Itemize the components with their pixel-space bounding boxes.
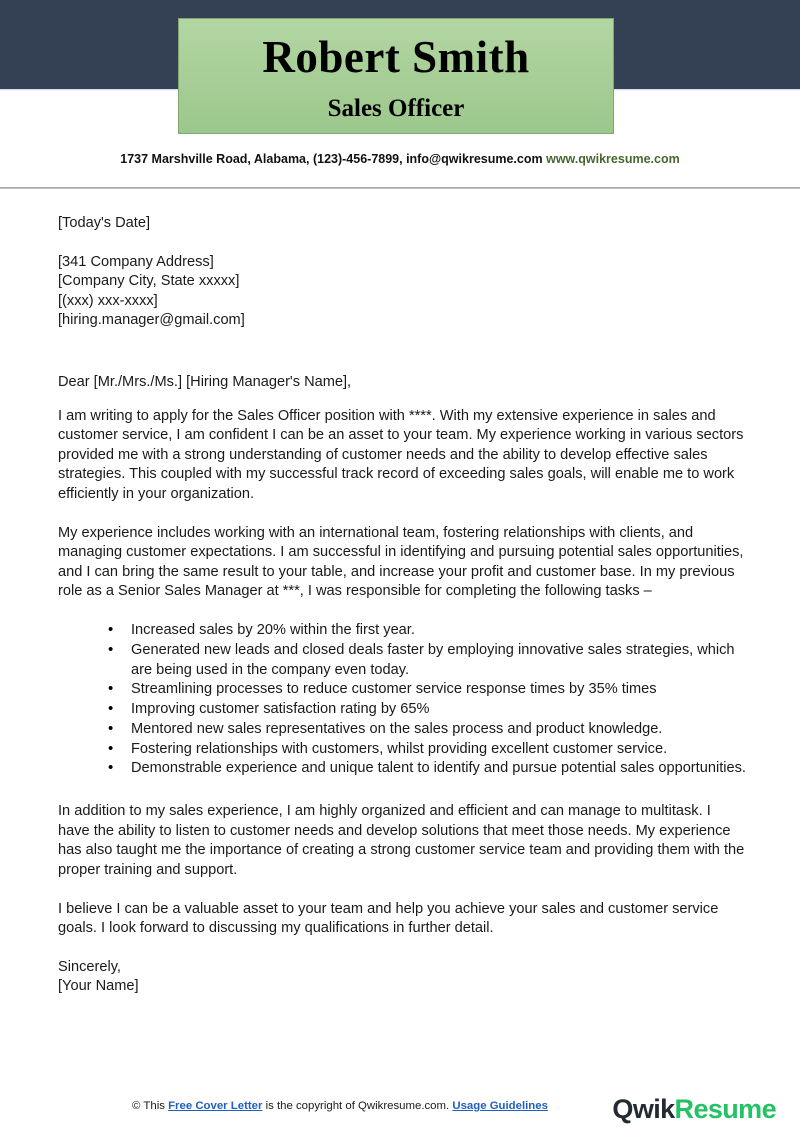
spacer-after-salutation <box>58 393 746 407</box>
date-placeholder: [Today's Date] <box>58 215 151 231</box>
paragraph-one: I am writing to apply for the Sales Officer position with ****. With my extensive experience in sales and customer service, I am confident I can be an asset to your team. My experience working in various sectors provided me with a strong understanding of customer needs and the ability to develop effective sales strategies. This coupled with my successful track record of exceeding sales goals, will enable me to work efficiently in your organization. <box>58 407 744 502</box>
spacer-before-bullets <box>58 602 746 621</box>
qwikresume-logo <box>612 1094 776 1125</box>
document-footer <box>0 1086 800 1131</box>
paragraph-three: In addition to my sales experience, I am highly organized and efficient and can manage to multitask. I have the ability to listen to customer needs and develop solutions that meet those needs. My experience has also taught me the importance of creating a strong customer service team and providing them with the proper training and support. <box>58 803 745 879</box>
logo-text-qwik: Qwik <box>612 1094 675 1124</box>
signature-placeholder: [Your Name] <box>58 978 139 995</box>
spacer-before-closing <box>58 939 746 958</box>
list-item: • Increased sales by 20% within the first year. <box>108 621 746 641</box>
recipient-line: [hiring.manager@gmail.com] <box>58 312 245 329</box>
paragraph-four: I believe I can be a valuable asset to your team and help you achieve your sales and customer service goals. I look forward to discussing my qualifications in further detail. <box>58 900 719 937</box>
closing-block <box>58 958 746 997</box>
paragraph-two: My experience includes working with an international team, fostering relationships with clients, and managing customer expectations. I am successful in identifying and pursuing potential sales opportunities, and I can bring the same result to your table, and increase your profit and customer base. In my previous role as a Senior Sales Manager at ***, I was responsible for completing the following tasks – <box>58 524 744 600</box>
spacer-after-recipient <box>58 331 746 373</box>
spacer-after-bullets <box>58 779 746 802</box>
list-item: • Mentored new sales representatives on the sales process and product knowledge. <box>108 720 746 740</box>
contact-website-link[interactable]: www.qwikresume.com <box>546 152 680 166</box>
footer-copyright-middle: is the copyright of Qwikresume.com. <box>262 1100 453 1112</box>
applicant-name: Robert Smith <box>262 32 530 82</box>
name-banner <box>178 18 614 134</box>
footer-copyright-prefix: © This <box>132 1100 169 1112</box>
salutation: Dear [Mr./Mrs./Ms.] [Hiring Manager's Name], <box>58 373 352 390</box>
free-cover-letter-link[interactable]: Free Cover Letter <box>168 1100 263 1112</box>
recipient-line: [(xxx) xxx-xxxx] <box>58 292 158 309</box>
spacer-after-paragraph-one <box>58 505 746 524</box>
contact-details: 1737 Marshville Road, Alabama, (123)-456-7899, info@qwikresume.com <box>120 152 543 166</box>
applicant-job-title: Sales Officer <box>327 95 465 122</box>
list-item: • Generated new leads and closed deals faster by employing innovative sales strategies, which are being used in the company even today. <box>108 641 746 681</box>
list-item: • Streamlining processes to reduce customer service response times by 35% times <box>108 680 746 700</box>
contact-line <box>0 152 800 166</box>
list-item: • Improving customer satisfaction rating by 65% <box>108 700 746 720</box>
recipient-address-block <box>58 253 746 331</box>
list-item: • Demonstrable experience and unique talent to identify and pursue potential sales opportunities. <box>108 759 746 779</box>
list-item: • Fostering relationships with customers, whilst providing excellent customer service. <box>108 740 746 760</box>
document-header <box>0 0 800 189</box>
usage-guidelines-link[interactable]: Usage Guidelines <box>452 1100 548 1112</box>
accomplishments-list <box>58 621 746 779</box>
header-divider <box>0 187 800 189</box>
recipient-line: [341 Company Address] <box>58 253 214 270</box>
letter-body <box>58 214 746 997</box>
closing-salutation: Sincerely, <box>58 958 121 975</box>
spacer-after-date <box>58 234 746 253</box>
spacer-after-paragraph-three <box>58 881 746 900</box>
date-block <box>58 214 746 234</box>
logo-text-resume: Resume <box>674 1094 776 1124</box>
recipient-line: [Company City, State xxxxx] <box>58 273 240 290</box>
